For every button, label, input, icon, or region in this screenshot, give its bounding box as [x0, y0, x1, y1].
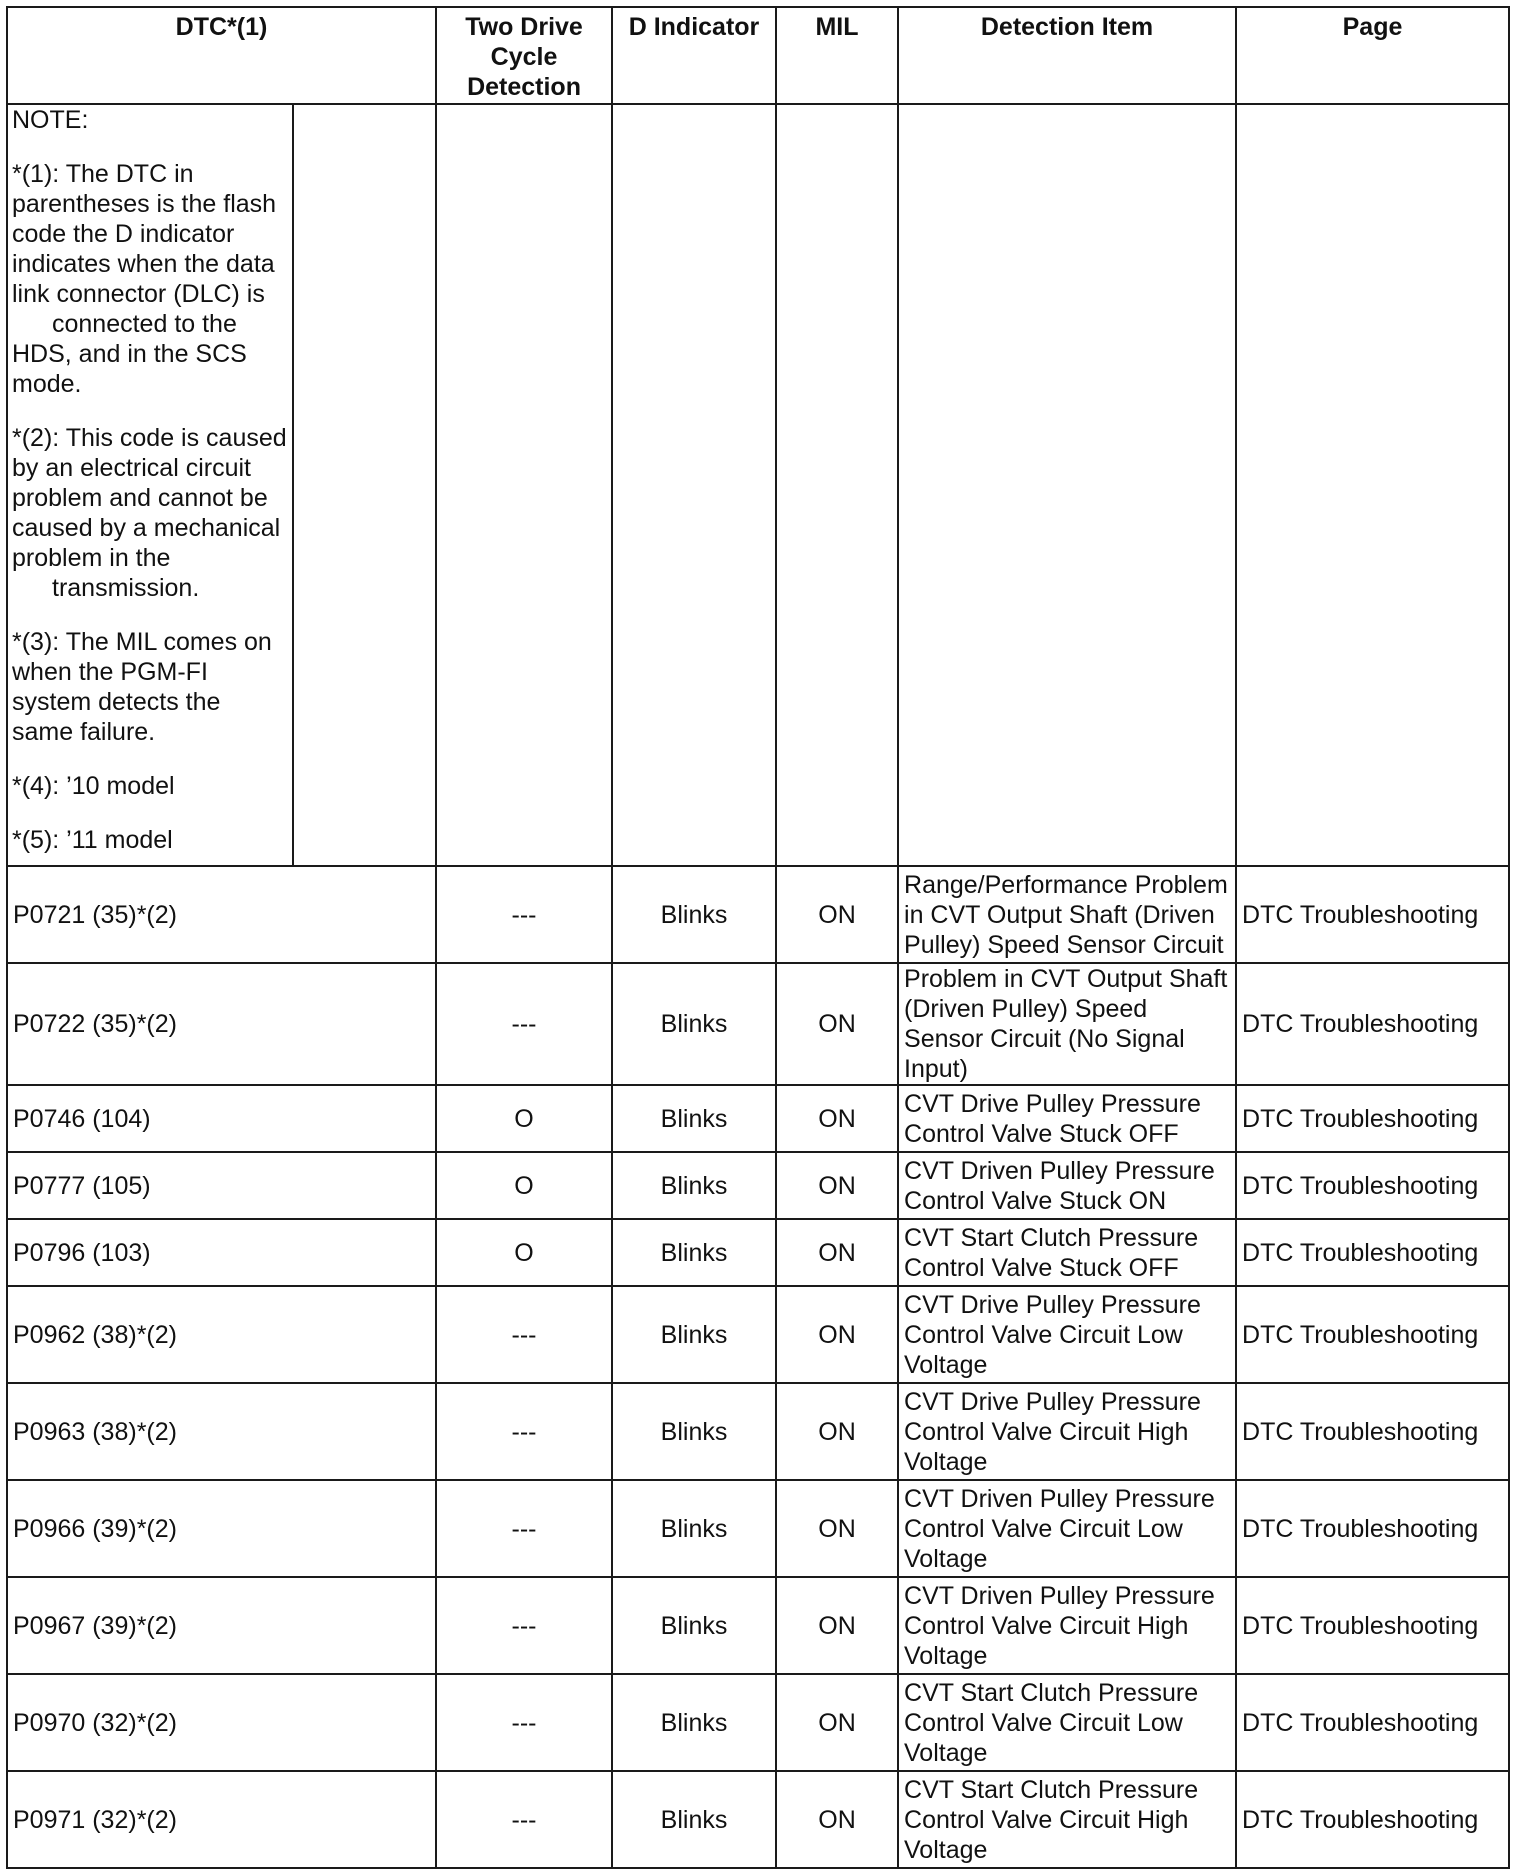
- detection-item: CVT Drive Pulley Pressure Control Valve Stuck OFF: [898, 1085, 1236, 1152]
- page-link[interactable]: DTC Troubleshooting: [1236, 1771, 1509, 1868]
- mil: ON: [776, 1383, 898, 1480]
- mil: ON: [776, 1674, 898, 1771]
- page-link[interactable]: DTC Troubleshooting: [1236, 1286, 1509, 1383]
- note-row: [7, 104, 1509, 866]
- header-row: [7, 7, 1509, 104]
- dtc-code: P0721 (35)*(2): [7, 866, 436, 963]
- two-drive-cycle: ---: [436, 1286, 612, 1383]
- d-indicator: Blinks: [612, 1674, 776, 1771]
- header-d-indicator: D Indicator: [612, 7, 776, 104]
- header-two-drive-line1: Two Drive: [465, 13, 583, 41]
- page-link[interactable]: DTC Troubleshooting: [1236, 1219, 1509, 1286]
- detection-item: Range/Performance Problem in CVT Output Shaft (Driven Pulley) Speed Sensor Circuit: [898, 866, 1236, 963]
- page-link[interactable]: DTC Troubleshooting: [1236, 1152, 1509, 1219]
- detection-item: CVT Driven Pulley Pressure Control Valve Circuit Low Voltage: [898, 1480, 1236, 1577]
- header-mil: MIL: [776, 7, 898, 104]
- page-link[interactable]: DTC Troubleshooting: [1236, 963, 1509, 1085]
- note-cell: [7, 104, 293, 866]
- two-drive-cycle: ---: [436, 1674, 612, 1771]
- mil: ON: [776, 963, 898, 1085]
- note-1: [12, 159, 288, 399]
- two-drive-cycle: ---: [436, 1480, 612, 1577]
- page-link[interactable]: DTC Troubleshooting: [1236, 866, 1509, 963]
- table-row: [7, 1152, 1509, 1219]
- detection-item: CVT Start Clutch Pressure Control Valve Stuck OFF: [898, 1219, 1236, 1286]
- dtc-code: P0970 (32)*(2): [7, 1674, 436, 1771]
- table-row: [7, 1480, 1509, 1577]
- note-empty-cell: [776, 104, 898, 866]
- dtc-code: P0962 (38)*(2): [7, 1286, 436, 1383]
- detection-item: Problem in CVT Output Shaft (Driven Pulley) Speed Sensor Circuit (No Signal Input): [898, 963, 1236, 1085]
- two-drive-cycle: O: [436, 1219, 612, 1286]
- d-indicator: Blinks: [612, 866, 776, 963]
- table-row: [7, 866, 1509, 963]
- table-row: [7, 1085, 1509, 1152]
- d-indicator: Blinks: [612, 1577, 776, 1674]
- page-link[interactable]: DTC Troubleshooting: [1236, 1085, 1509, 1152]
- d-indicator: Blinks: [612, 1286, 776, 1383]
- page-link[interactable]: DTC Troubleshooting: [1236, 1674, 1509, 1771]
- table-row: [7, 1771, 1509, 1868]
- mil: ON: [776, 1480, 898, 1577]
- table-row: [7, 1674, 1509, 1771]
- two-drive-cycle: ---: [436, 1577, 612, 1674]
- note-empty-cell: [1236, 104, 1509, 866]
- d-indicator: Blinks: [612, 1219, 776, 1286]
- header-two-drive-line3: Detection: [467, 73, 581, 101]
- detection-item: CVT Drive Pulley Pressure Control Valve Circuit High Voltage: [898, 1383, 1236, 1480]
- table-row: [7, 1219, 1509, 1286]
- page-link[interactable]: DTC Troubleshooting: [1236, 1577, 1509, 1674]
- dtc-code: P0777 (105): [7, 1152, 436, 1219]
- table-row: [7, 1286, 1509, 1383]
- note-empty-cell: [436, 104, 612, 866]
- table-row: [7, 963, 1509, 1085]
- header-dtc: DTC*(1): [7, 7, 436, 104]
- note-empty-cell: [293, 104, 436, 866]
- two-drive-cycle: ---: [436, 866, 612, 963]
- dtc-code: P0967 (39)*(2): [7, 1577, 436, 1674]
- two-drive-cycle: ---: [436, 1383, 612, 1480]
- d-indicator: Blinks: [612, 1383, 776, 1480]
- dtc-table: [6, 6, 1510, 1869]
- header-two-drive-line2: Cycle: [490, 43, 558, 71]
- detection-item: CVT Start Clutch Pressure Control Valve Circuit Low Voltage: [898, 1674, 1236, 1771]
- note-2-text: *(2): This code is caused by an electrical circuit problem and cannot be caused by a mechanical problem in the: [12, 424, 287, 572]
- mil: ON: [776, 866, 898, 963]
- dtc-code: P0963 (38)*(2): [7, 1383, 436, 1480]
- two-drive-cycle: ---: [436, 1771, 612, 1868]
- dtc-code: P0971 (32)*(2): [7, 1771, 436, 1868]
- note-1-indent: connected to the: [52, 310, 237, 338]
- d-indicator: Blinks: [612, 1480, 776, 1577]
- header-page: Page: [1236, 7, 1509, 104]
- two-drive-cycle: ---: [436, 963, 612, 1085]
- header-two-drive-cycle: [436, 7, 612, 104]
- detection-item: CVT Driven Pulley Pressure Control Valve Circuit High Voltage: [898, 1577, 1236, 1674]
- mil: ON: [776, 1085, 898, 1152]
- page-link[interactable]: DTC Troubleshooting: [1236, 1383, 1509, 1480]
- d-indicator: Blinks: [612, 1771, 776, 1868]
- note-1-tail: HDS, and in the SCS mode.: [12, 340, 247, 398]
- d-indicator: Blinks: [612, 963, 776, 1085]
- two-drive-cycle: O: [436, 1085, 612, 1152]
- table-row: [7, 1577, 1509, 1674]
- note-1-text: *(1): The DTC in parentheses is the flash code the D indicator indicates when the data link connector (DLC) is: [12, 160, 277, 308]
- note-5: *(5): ’11 model: [12, 826, 173, 854]
- two-drive-cycle: O: [436, 1152, 612, 1219]
- dtc-code: P0966 (39)*(2): [7, 1480, 436, 1577]
- mil: ON: [776, 1577, 898, 1674]
- mil: ON: [776, 1771, 898, 1868]
- dtc-code: P0796 (103): [7, 1219, 436, 1286]
- page-link[interactable]: DTC Troubleshooting: [1236, 1480, 1509, 1577]
- note-title: NOTE:: [12, 106, 89, 134]
- mil: ON: [776, 1219, 898, 1286]
- detection-item: CVT Drive Pulley Pressure Control Valve Circuit Low Voltage: [898, 1286, 1236, 1383]
- dtc-code: P0746 (104): [7, 1085, 436, 1152]
- d-indicator: Blinks: [612, 1085, 776, 1152]
- d-indicator: Blinks: [612, 1152, 776, 1219]
- mil: ON: [776, 1286, 898, 1383]
- note-empty-cell: [612, 104, 776, 866]
- table-row: [7, 1383, 1509, 1480]
- mil: ON: [776, 1152, 898, 1219]
- note-2-indent: transmission.: [52, 574, 200, 602]
- dtc-code: P0722 (35)*(2): [7, 963, 436, 1085]
- note-2: [12, 423, 288, 603]
- detection-item: CVT Start Clutch Pressure Control Valve Circuit High Voltage: [898, 1771, 1236, 1868]
- header-detection-item: Detection Item: [898, 7, 1236, 104]
- note-empty-cell: [898, 104, 1236, 866]
- note-4: *(4): ’10 model: [12, 772, 175, 800]
- detection-item: CVT Driven Pulley Pressure Control Valve Stuck ON: [898, 1152, 1236, 1219]
- note-3: *(3): The MIL comes on when the PGM-FI system detects the same failure.: [12, 628, 272, 746]
